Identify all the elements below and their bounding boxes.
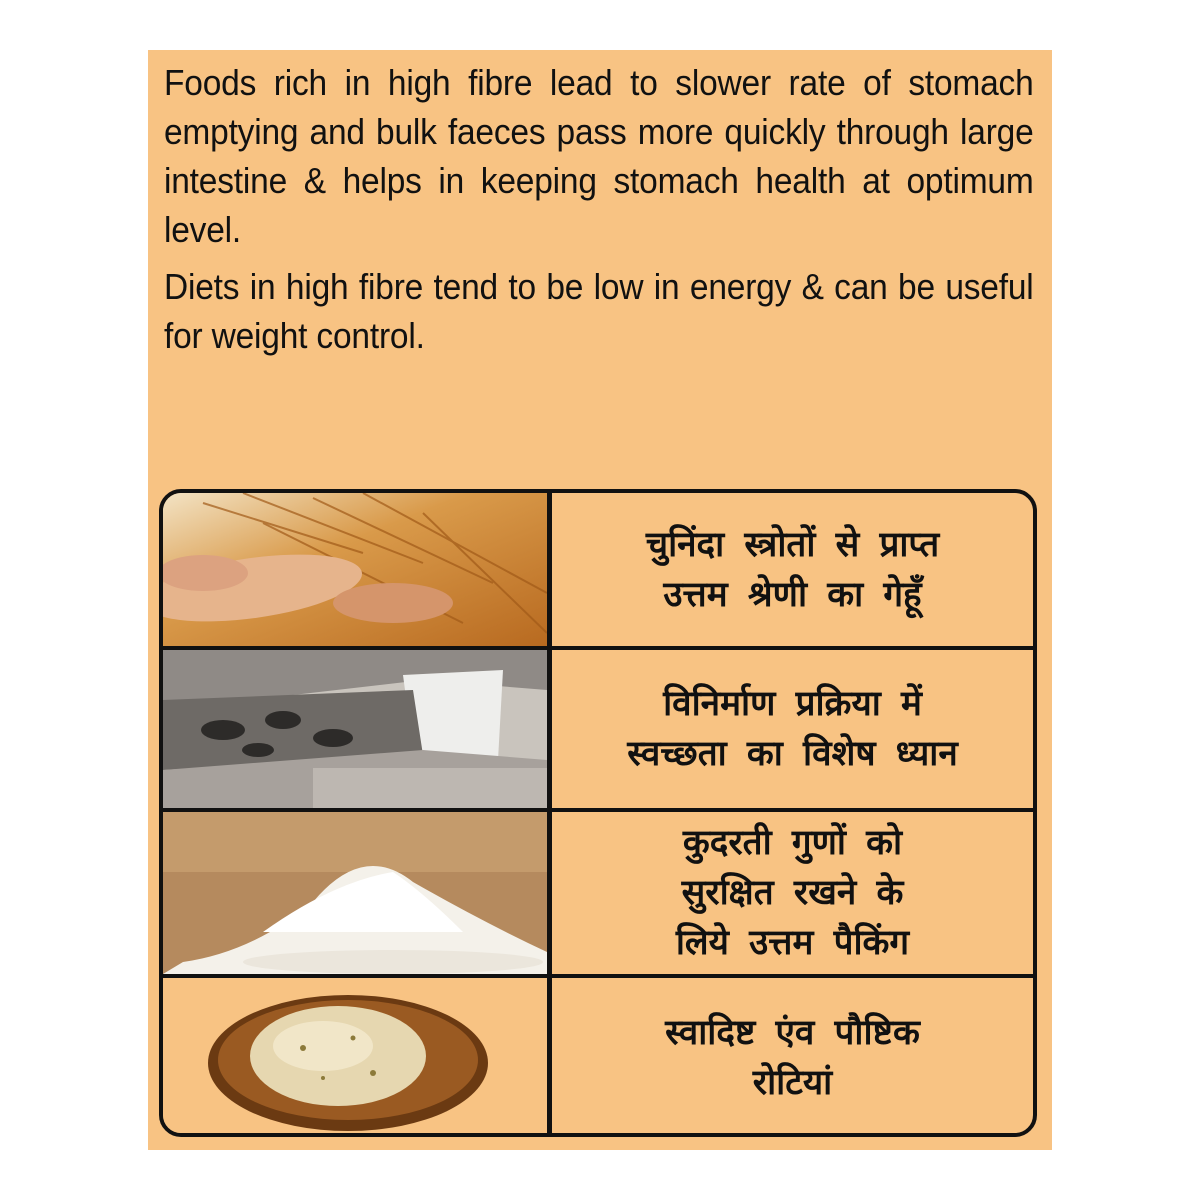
- wheat-grains-image: [163, 493, 547, 646]
- feature-table: [159, 489, 1037, 1137]
- feature-2-line-2: स्वच्छता का विशेष ध्यान: [627, 734, 958, 774]
- feature-2-text: [552, 650, 1033, 808]
- feature-3-line-1: कुदरती गुणों को: [682, 823, 903, 863]
- feature-4-line-2: रोटियां: [752, 1062, 833, 1103]
- roti-plate-image: [163, 978, 547, 1137]
- milling-machine-image: [163, 650, 547, 808]
- feature-4-text: [552, 978, 1033, 1137]
- feature-1-line-1: चुनिंदा स्त्रोतों से प्राप्त: [645, 524, 940, 565]
- info-panel: [148, 50, 1052, 1150]
- flour-heap-image: [163, 812, 547, 974]
- feature-3-line-3: लिये उत्तम पैकिंग: [675, 923, 910, 963]
- feature-1-line-2: उत्तम श्रेणी का गेहूँ: [663, 574, 922, 615]
- intro-paragraph-2: Diets in high fibre tend to be low in energy & can be useful for weight control.: [164, 266, 1034, 356]
- feature-2-line-1: विनिर्माण प्रक्रिया में: [663, 684, 922, 724]
- feature-1-text: [552, 493, 1033, 646]
- feature-3-line-2: सुरक्षित रखने के: [681, 873, 904, 913]
- intro-paragraph-1: Foods rich in high fibre lead to slower rate of stomach emptying and bulk faeces pass more quickly through large intestine & helps in keeping stomach health at optimum level.: [164, 62, 1034, 250]
- feature-3-text: [552, 812, 1033, 974]
- intro-text: [164, 58, 1034, 368]
- feature-4-line-1: स्वादिष्ट एंव पौष्टिक: [665, 1012, 920, 1053]
